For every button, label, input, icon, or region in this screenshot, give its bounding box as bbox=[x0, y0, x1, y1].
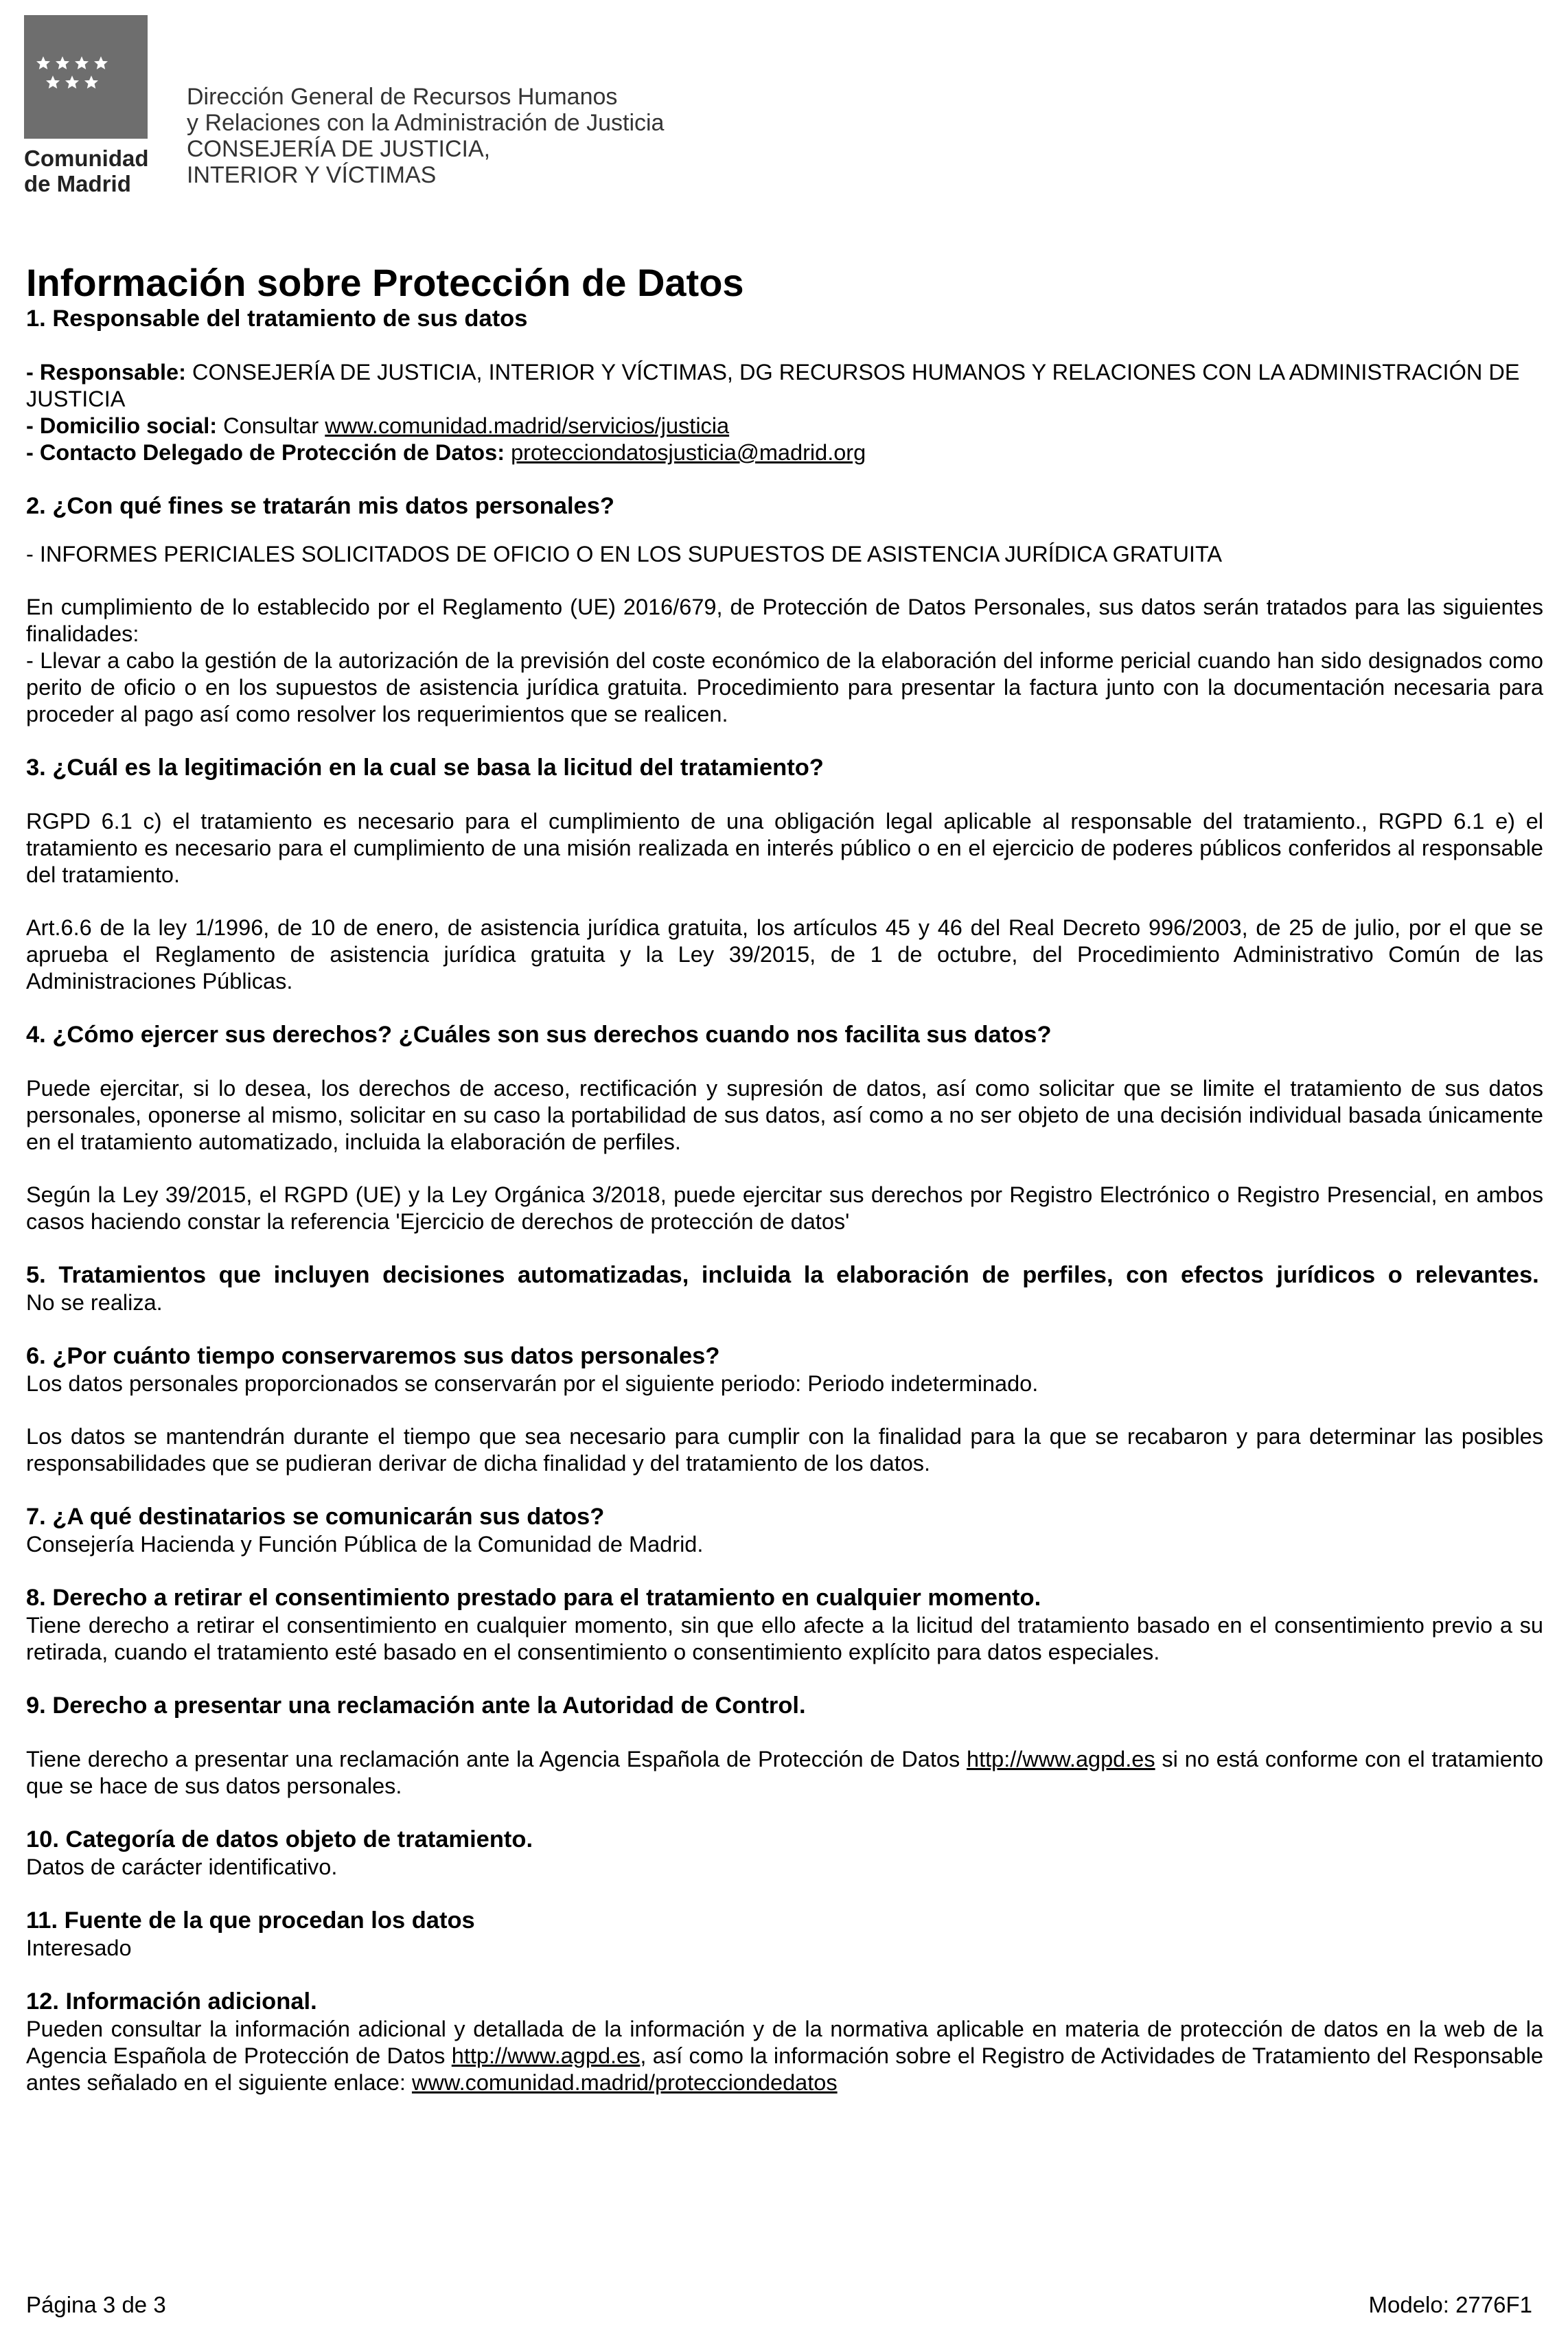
organization-block bbox=[187, 84, 664, 188]
contact-line bbox=[26, 439, 1543, 466]
star-icon bbox=[36, 56, 50, 70]
model-code: Modelo: 2776F1 bbox=[1368, 2292, 1532, 2317]
section-heading: 4. ¿Cómo ejercer sus derechos? ¿Cuáles son sus derechos cuando nos facilita sus datos? bbox=[26, 1022, 1052, 1048]
paragraph: En cumplimiento de lo establecido por el Reglamento (UE) 2016/679, de Protección de Datos Personales, sus datos serán tratados para las siguientes finalidades: bbox=[26, 595, 1543, 646]
paragraph: Datos de carácter identificativo. bbox=[26, 1855, 338, 1879]
paragraph-text: , así como la información sobre el Registro de Actividades de Tratamiento del Responsable antes señalado en el siguiente enlace: bbox=[26, 2043, 1543, 2095]
paragraph-text: Pueden consultar la información adicional y detallada de la información y de la normativa aplicable en materia de protección de datos en la web de la Agencia Española de Protección de Datos bbox=[26, 2017, 1543, 2068]
field-value: CONSEJERÍA DE JUSTICIA, INTERIOR Y VÍCTIMAS, DG RECURSOS HUMANOS Y RELACIONES CON LA ADMINISTRACIÓN DE JUSTICIA bbox=[26, 360, 1520, 411]
paragraph: - Llevar a cabo la gestión de la autorización de la previsión del coste económico de la elaboración del informe pericial cuando han sido designados como perito de oficio o en los supuestos de asistencia jurídica gratuita. Procedimiento para presentar la factura junto con la documentación necesaria para proceder al pago así como resolver los requerimientos que se realicen. bbox=[26, 648, 1543, 726]
ministry-name: INTERIOR Y VÍCTIMAS bbox=[187, 162, 437, 188]
star-icon bbox=[65, 76, 79, 89]
paragraph: Consejería Hacienda y Función Pública de la Comunidad de Madrid. bbox=[26, 1532, 704, 1557]
section-heading: 3. ¿Cuál es la legitimación en la cual se basa la licitud del tratamiento? bbox=[26, 755, 824, 781]
paragraph bbox=[26, 1746, 1543, 1800]
section-heading: 11. Fuente de la que procedan los datos bbox=[26, 1907, 475, 1934]
star-icon bbox=[84, 76, 98, 89]
paragraph: Los datos personales proporcionados se conservarán por el siguiente periodo: Periodo indeterminado. bbox=[26, 1371, 1039, 1396]
page-number: Página 3 de 3 bbox=[26, 2292, 166, 2317]
agpd-link[interactable]: http://www.agpd.es bbox=[967, 1747, 1155, 1771]
paragraph: Los datos se mantendrán durante el tiempo que sea necesario para cumplir con la finalidad para la que se recabaron y para determinar las posibles responsabilidades que se pudieran derivar de dicha finalidad y del tratamiento de los datos. bbox=[26, 1424, 1543, 1476]
section-heading: 10. Categoría de datos objeto de tratamiento. bbox=[26, 1826, 533, 1852]
logo-wordmark bbox=[24, 146, 154, 196]
section-heading: 8. Derecho a retirar el consentimiento prestado para el tratamiento en cualquier momento. bbox=[26, 1585, 1041, 1611]
dpo-email-link[interactable]: protecciondatosjusticia@madrid.org bbox=[511, 440, 866, 465]
agpd-link[interactable]: http://www.agpd.es bbox=[451, 2043, 641, 2068]
field-value: Consultar bbox=[217, 413, 325, 438]
paragraph-text: Tiene derecho a presentar una reclamación ante la Agencia Española de Protección de Datos bbox=[26, 1747, 967, 1771]
paragraph: Según la Ley 39/2015, el RGPD (UE) y la Ley Orgánica 3/2018, puede ejercitar sus derechos por Registro Electrónico o Registro Presencial, en ambos casos haciendo constar la referencia 'Ejercicio de derechos de protección de datos' bbox=[26, 1182, 1543, 1234]
section-heading: 9. Derecho a presentar una reclamación ante la Autoridad de Control. bbox=[26, 1693, 806, 1719]
section-heading: 1. Responsable del tratamiento de sus datos bbox=[26, 306, 528, 332]
star-icon bbox=[94, 56, 108, 70]
logo-line: Comunidad bbox=[24, 146, 149, 171]
paragraph: Tiene derecho a retirar el consentimiento en cualquier momento, sin que ello afecte a la licitud del tratamiento basado en el consentimiento previo a su retirada, cuando el tratamiento esté basado en el consentimiento o consentimiento explícito para datos especiales. bbox=[26, 1613, 1543, 1664]
section-heading: 2. ¿Con qué fines se tratarán mis datos personales? bbox=[26, 493, 614, 519]
responsible-line bbox=[26, 359, 1543, 413]
paragraph: Art.6.6 de la ley 1/1996, de 10 de enero, de asistencia jurídica gratuita, los artículos 45 y 46 del Real Decreto 996/2003, de 25 de julio, por el que se aprueba el Reglamento de asistencia jurídica gratuita y la Ley 39/2015, de 1 de octubre, del Procedimiento Administrativo Común de las Administraciones Públicas. bbox=[26, 915, 1543, 994]
data-protection-link[interactable]: www.comunidad.madrid/protecciondedatos bbox=[411, 2070, 838, 2095]
ministry-name: CONSEJERÍA DE JUSTICIA, bbox=[187, 136, 491, 162]
justice-link[interactable]: www.comunidad.madrid/servicios/justicia bbox=[325, 413, 730, 438]
paragraph: RGPD 6.1 c) el tratamiento es necesario para el cumplimiento de una obligación legal aplicable al responsable del tratamiento., RGPD 6.1 e) el tratamiento es necesario para el cumplimiento de una misión realizada en interés público o en el ejercicio de poderes públicos conferidos al responsable del tratamiento. bbox=[26, 809, 1543, 887]
field-label: - Domicilio social: bbox=[26, 413, 218, 438]
section-heading: 6. ¿Por cuánto tiempo conservaremos sus datos personales? bbox=[26, 1343, 720, 1369]
section-heading: 7. ¿A qué destinatarios se comunicarán sus datos? bbox=[26, 1504, 605, 1530]
directorate-name: y Relaciones con la Administración de Justicia bbox=[187, 110, 665, 136]
section-heading: 5. Tratamientos que incluyen decisiones automatizadas, incluida la elaboración de perfiles, con efectos jurídicos o relevantes. bbox=[26, 1262, 1539, 1288]
paragraph: Puede ejercitar, si lo desea, los derechos de acceso, rectificación y supresión de datos, así como solicitar que se limite el tratamiento de sus datos personales, oponerse al mismo, solicitar en su caso la portabilidad de sus datos, así como a no ser objeto de una decisión individual basada únicamente en el tratamiento automatizado, incluida la elaboración de perfiles. bbox=[26, 1076, 1543, 1154]
logo-line: de Madrid bbox=[24, 171, 131, 196]
paragraph: No se realiza. bbox=[26, 1290, 163, 1315]
madrid-logo bbox=[24, 15, 148, 139]
star-icon bbox=[46, 76, 60, 89]
address-line bbox=[26, 413, 1543, 439]
treatment-name: - INFORMES PERICIALES SOLICITADOS DE OFICIO O EN LOS SUPUESTOS DE ASISTENCIA JURÍDICA GRATUITA bbox=[26, 542, 1223, 566]
document-body bbox=[26, 261, 1543, 2096]
paragraph: Interesado bbox=[26, 1936, 132, 1960]
field-label: - Contacto Delegado de Protección de Datos: bbox=[26, 440, 505, 465]
field-label: - Responsable: bbox=[26, 360, 186, 385]
star-icon bbox=[75, 56, 89, 70]
directorate-name: Dirección General de Recursos Humanos bbox=[187, 84, 618, 110]
page-title: Información sobre Protección de Datos bbox=[26, 261, 744, 304]
star-icon bbox=[56, 56, 69, 70]
paragraph bbox=[26, 2016, 1543, 2096]
section-heading: 12. Información adicional. bbox=[26, 1988, 317, 2015]
paragraph-text: si no está conforme con el tratamiento que se hace de sus datos personales. bbox=[26, 1747, 1543, 1798]
